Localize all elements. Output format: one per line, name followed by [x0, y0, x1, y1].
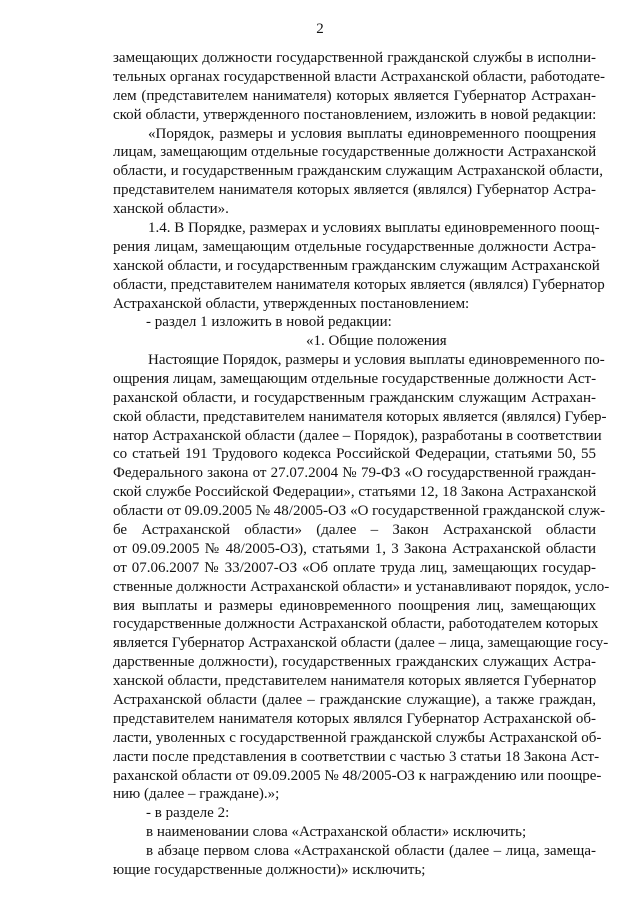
text-block-intro — [113, 49, 606, 351]
text-line: бе Астраханской области» (далее – Закон Астраханской области — [113, 522, 596, 539]
text-line: ханской области, представителем нанимателя которых является Губернатор — [113, 673, 597, 690]
text-line: ющие государственные должности)» исключить; — [113, 862, 426, 879]
text-line: - раздел 1 изложить в новой редакции: — [146, 314, 392, 331]
text-line: от 07.06.2007 № 33/2007-ОЗ «Об оплате труда лиц, замещающих государ- — [113, 559, 596, 576]
section-heading: «1. Общие положения — [306, 333, 447, 350]
text-line: рения лицам, замещающим отдельные государственные должности Астра- — [113, 238, 596, 255]
text-line: 1.4. В Порядке, размерах и условиях выплаты единовременного поощ- — [148, 220, 600, 237]
text-line: раханской области от 09.09.2005 № 48/2005-ОЗ к награждению или поощре- — [113, 767, 602, 784]
text-line: в наименовании слова «Астраханской области» исключить; — [146, 824, 527, 841]
text-line: лем (представителем нанимателя) которых является Губернатор Астрахан- — [113, 87, 596, 104]
text-line: ской службе Российской Федерации», статьями 12, 18 Закона Астраханской — [113, 484, 597, 501]
text-line: вия выплаты и размеры единовременного поощрения лиц, замещающих — [113, 597, 596, 614]
text-line: «Порядок, размеры и условия выплаты единовременного поощрения — [148, 125, 596, 142]
text-line: - в разделе 2: — [146, 805, 230, 822]
text-line: области, представителем нанимателя которых является (являлся) Губернатор — [113, 276, 605, 293]
text-line: представителем нанимателя которых являлся Губернатор Астраханской об- — [113, 710, 596, 727]
text-line: государственные должности Астраханской области, работодателем которых — [113, 616, 599, 633]
text-line: ской области, утвержденного постановлением, изложить в новой редакции: — [113, 106, 597, 123]
text-line: от 09.09.2005 № 48/2005-ОЗ), статьями 1, 3 Закона Астраханской области — [113, 540, 596, 557]
text-line: замещающих должности государственной гражданской службы в исполни- — [113, 50, 596, 66]
text-line: ласти после представления в соответствии с частью 3 статьи 18 Закона Аст- — [113, 748, 600, 765]
page-number: 2 — [316, 21, 324, 37]
text-line: Федерального закона от 27.07.2004 № 79-ФЗ «О государственной граждан- — [113, 465, 596, 482]
text-line: ханской области». — [113, 201, 229, 218]
text-line: ощрения лицам, замещающим отдельные государственные должности Аст- — [113, 370, 597, 387]
text-line: Астраханской области (далее – гражданские служащие), а также граждан, — [113, 692, 596, 709]
text-line: области, и государственным гражданским служащим Астраханской области, — [113, 163, 603, 180]
text-line: ханской области, и государственным гражданским служащим Астраханской — [113, 257, 600, 274]
text-block-general-provisions — [113, 351, 610, 880]
text-line: является Губернатор Астраханской области (далее – лица, замещающие госу- — [113, 635, 609, 652]
text-line: в абзаце первом слова «Астраханской области (далее – лица, замеща- — [146, 843, 596, 860]
text-line: со статьей 191 Трудового кодекса Российской Федерации, статьями 50, 55 — [113, 446, 596, 463]
text-line: ласти, уволенных с государственной гражданской службы Астраханской об- — [113, 729, 602, 746]
text-line: Астраханской области, утвержденных постановлением: — [113, 295, 470, 312]
text-line: дарственные должности), государственных гражданских служащих Астра- — [113, 654, 596, 671]
text-line: лицам, замещающим отдельные государственные должности Астраханской — [113, 144, 597, 161]
text-line: Настоящие Порядок, размеры и условия выплаты единовременного по- — [148, 352, 605, 368]
text-line: ственные должности Астраханской области» и устанавливают порядок, усло- — [113, 578, 610, 595]
text-line: натор Астраханской области (далее – Порядок), разработаны в соответствии — [113, 427, 602, 444]
text-line: раханской области, и государственным гражданским служащим Астрахан- — [113, 389, 596, 406]
text-line: ской области, представителем нанимателя которых является (являлся) Губер- — [113, 408, 607, 425]
text-line: области от 09.09.2005 № 48/2005-ОЗ «О государственной гражданской служ- — [113, 503, 606, 520]
text-line: тельных органах государственной власти Астраханской области, работодате- — [113, 68, 606, 85]
text-line: нию (далее – граждане).»; — [113, 786, 280, 803]
text-line: представителем нанимателя которых является (являлся) Губернатор Астра- — [113, 182, 596, 199]
